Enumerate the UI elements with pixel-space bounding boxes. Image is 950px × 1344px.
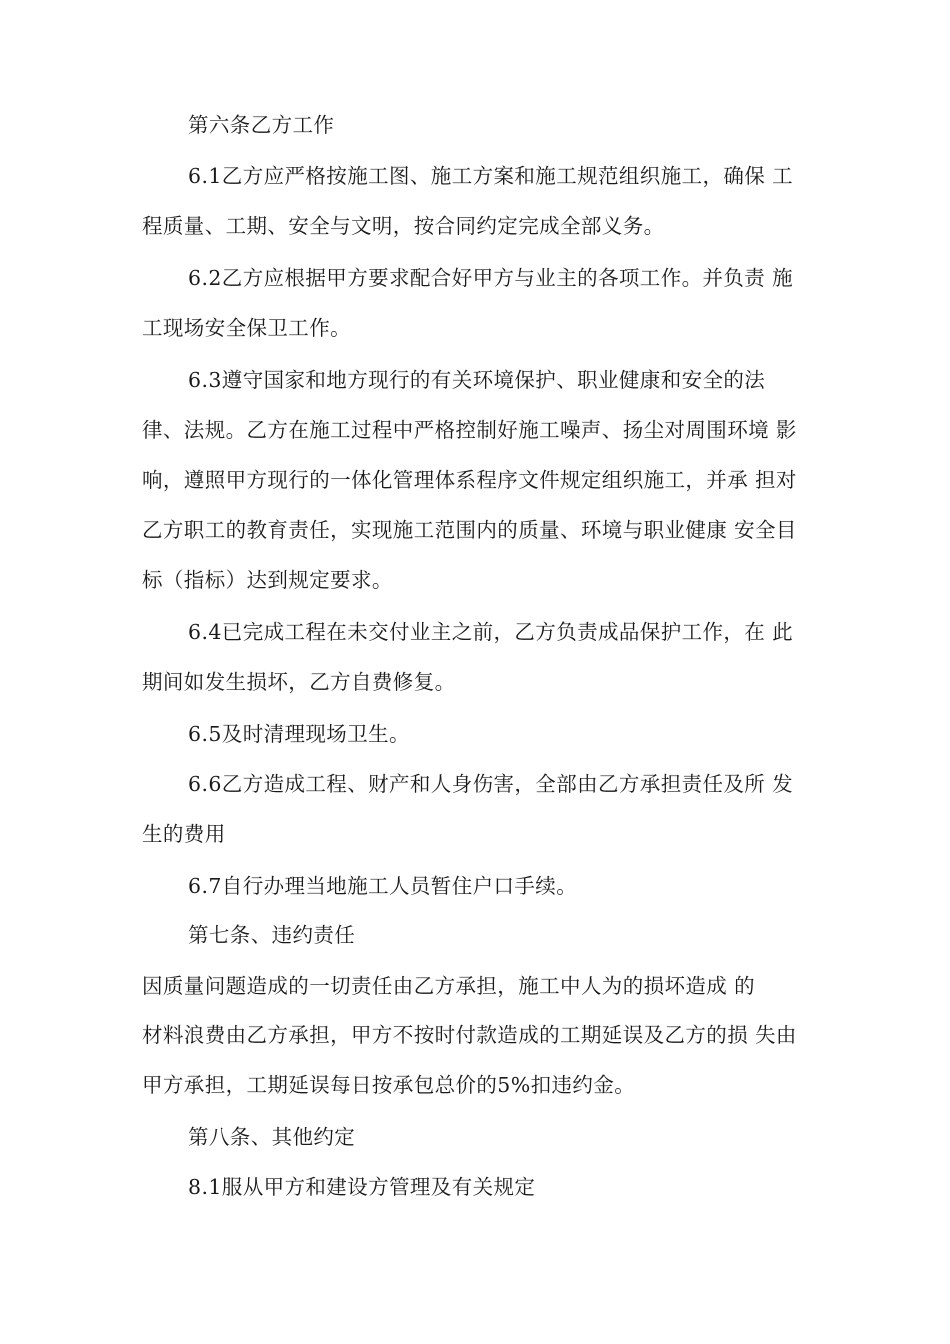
clause-6-2-line-2: 工现场安全保卫工作。 [142, 316, 351, 340]
clause-6-1-line-1: 6.1乙方应严格按施工图、施工方案和施工规范组织施工，确保 工 [188, 164, 794, 188]
clause-6-4-line-2: 期间如发生损坏，乙方自费修复。 [142, 670, 456, 694]
section-7-line-1: 因质量问题造成的一切责任由乙方承担，施工中人为的损坏造成 的 [142, 974, 756, 998]
clause-6-3-line-5: 标（指标）达到规定要求。 [142, 568, 393, 592]
clause-6-2-line-1: 6.2乙方应根据甲方要求配合好甲方与业主的各项工作。并负责 施 [188, 266, 794, 290]
section-6-heading: 第六条乙方工作 [188, 113, 335, 137]
clause-6-3-line-3: 响，遵照甲方现行的一体化管理体系程序文件规定组织施工，并承 担对 [142, 468, 797, 492]
clause-6-1-line-2: 程质量、工期、安全与文明，按合同约定完成全部义务。 [142, 214, 665, 238]
clause-8-1: 8.1服从甲方和建设方管理及有关规定 [188, 1175, 536, 1199]
section-8-heading: 第八条、其他约定 [188, 1125, 356, 1149]
section-7-heading: 第七条、违约责任 [188, 923, 356, 947]
clause-6-3-line-1: 6.3遵守国家和地方现行的有关环境保护、职业健康和安全的法 [188, 368, 766, 392]
clause-6-6-line-2: 生的费用 [142, 822, 226, 846]
clause-6-4-line-1: 6.4已完成工程在未交付业主之前，乙方负责成品保护工作，在 此 [188, 620, 794, 644]
section-7-line-2: 材料浪费由乙方承担，甲方不按时付款造成的工期延误及乙方的损 失由 [142, 1023, 797, 1047]
clause-6-6-line-1: 6.6乙方造成工程、财产和人身伤害，全部由乙方承担责任及所 发 [188, 772, 794, 796]
section-7-line-3: 甲方承担，工期延误每日按承包总价的5%扣违约金。 [142, 1073, 636, 1097]
clause-6-5: 6.5及时清理现场卫生。 [188, 722, 410, 746]
clause-6-3-line-4: 乙方职工的教育责任，实现施工范围内的质量、环境与职业健康 安全目 [142, 518, 797, 542]
clause-6-7: 6.7自行办理当地施工人员暂住户口手续。 [188, 874, 578, 898]
clause-6-3-line-2: 律、法规。乙方在施工过程中严格控制好施工噪声、扬尘对周围环境 影 [142, 418, 797, 442]
